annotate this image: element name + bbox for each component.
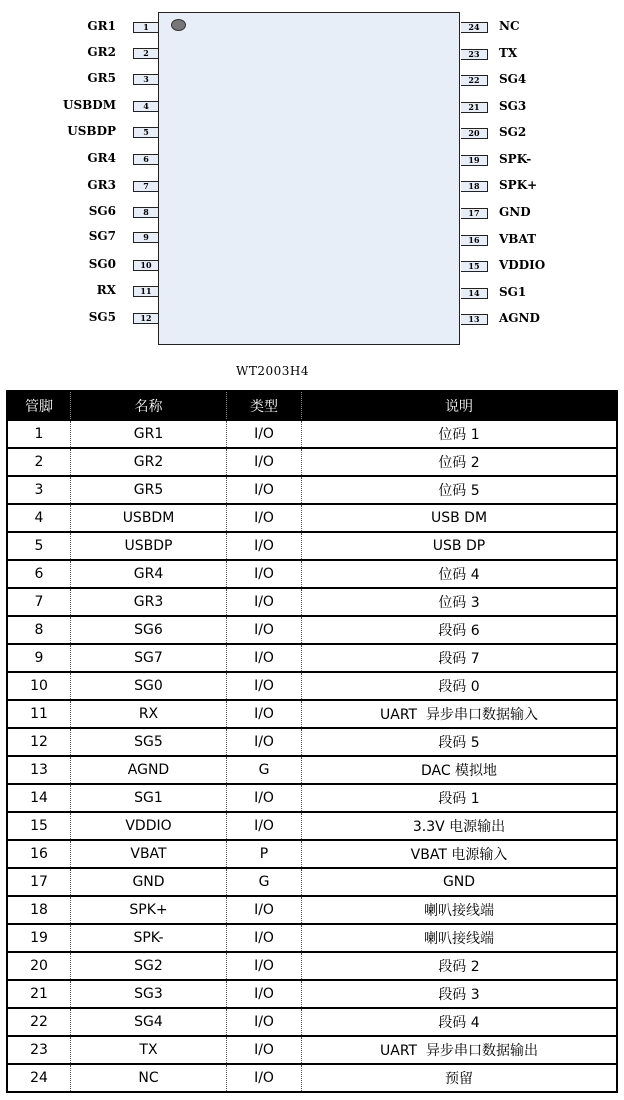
cell-type: G (227, 756, 302, 784)
pin-number-box: 22 (461, 75, 488, 86)
cell-name: NC (71, 1064, 227, 1092)
header-name: 名称 (71, 391, 227, 420)
cell-name: GR5 (71, 476, 227, 504)
cell-pin: 20 (7, 952, 71, 980)
cell-name: SPK+ (71, 896, 227, 924)
cell-name: SG6 (71, 616, 227, 644)
cell-name: GR3 (71, 588, 227, 616)
cell-type: I/O (227, 924, 302, 952)
table-row (7, 812, 617, 840)
cell-description: USB DP (302, 532, 618, 560)
cell-name: SG2 (71, 952, 227, 980)
cell-pin: 23 (7, 1036, 71, 1064)
cell-description: 段码 2 (302, 952, 618, 980)
cell-name: GR1 (71, 420, 227, 448)
table-row (7, 700, 617, 728)
cell-pin: 14 (7, 784, 71, 812)
cell-name: SG5 (71, 728, 227, 756)
cell-description: 位码 4 (302, 560, 618, 588)
pin-label: USBDM (63, 98, 116, 112)
cell-name: GR2 (71, 448, 227, 476)
pin-description-table (6, 390, 618, 1093)
table-row (7, 1008, 617, 1036)
cell-name: GND (71, 868, 227, 896)
cell-type: I/O (227, 616, 302, 644)
cell-pin: 16 (7, 840, 71, 868)
pin-number-box: 12 (133, 313, 158, 324)
pin-label: SPK+ (499, 178, 538, 192)
cell-name: USBDM (71, 504, 227, 532)
cell-type: I/O (227, 448, 302, 476)
pin-label: GR3 (87, 178, 116, 192)
cell-type: I/O (227, 644, 302, 672)
header-description: 说明 (302, 391, 618, 420)
pin-number-box: 24 (461, 22, 488, 33)
cell-description: 喇叭接线端 (302, 924, 618, 952)
pin-number-box: 9 (133, 232, 158, 243)
cell-pin: 12 (7, 728, 71, 756)
cell-pin: 3 (7, 476, 71, 504)
cell-description: 3.3V 电源输出 (302, 812, 618, 840)
cell-name: TX (71, 1036, 227, 1064)
pin-label: SG1 (499, 285, 527, 299)
table-row (7, 980, 617, 1008)
cell-type: I/O (227, 532, 302, 560)
table-row (7, 784, 617, 812)
pin-label: AGND (499, 311, 540, 325)
cell-type: I/O (227, 700, 302, 728)
cell-type: I/O (227, 420, 302, 448)
cell-pin: 7 (7, 588, 71, 616)
cell-name: SG3 (71, 980, 227, 1008)
pin-number-box: 2 (133, 48, 158, 59)
cell-pin: 1 (7, 420, 71, 448)
cell-type: I/O (227, 1064, 302, 1092)
cell-type: I/O (227, 1008, 302, 1036)
cell-description: 位码 1 (302, 420, 618, 448)
cell-pin: 22 (7, 1008, 71, 1036)
table-row (7, 756, 617, 784)
cell-description: 预留 (302, 1064, 618, 1092)
pin-label: VDDIO (499, 258, 546, 272)
cell-name: VBAT (71, 840, 227, 868)
table-row (7, 448, 617, 476)
pin-number-box: 23 (461, 49, 488, 60)
chip-body (158, 12, 460, 345)
table-row (7, 868, 617, 896)
cell-type: I/O (227, 560, 302, 588)
cell-type: I/O (227, 812, 302, 840)
table-row (7, 896, 617, 924)
pin-label: SG7 (88, 229, 116, 243)
cell-type: G (227, 868, 302, 896)
cell-pin: 9 (7, 644, 71, 672)
cell-pin: 24 (7, 1064, 71, 1092)
cell-type: I/O (227, 896, 302, 924)
table-row (7, 728, 617, 756)
pin-label: TX (499, 46, 518, 60)
chip-caption: WT2003H4 (236, 364, 309, 378)
cell-description: DAC 模拟地 (302, 756, 618, 784)
table-row (7, 560, 617, 588)
cell-pin: 8 (7, 616, 71, 644)
cell-type: I/O (227, 672, 302, 700)
cell-pin: 2 (7, 448, 71, 476)
cell-description: 位码 3 (302, 588, 618, 616)
pin-label: GR4 (87, 151, 116, 165)
pin-label: RX (96, 283, 116, 297)
cell-name: USBDP (71, 532, 227, 560)
cell-pin: 15 (7, 812, 71, 840)
cell-name: SG1 (71, 784, 227, 812)
pin-label: SG3 (499, 99, 527, 113)
pin-number-box: 8 (133, 207, 158, 218)
pin-number-box: 10 (133, 260, 158, 271)
cell-type: I/O (227, 728, 302, 756)
cell-pin: 5 (7, 532, 71, 560)
pin-number-box: 1 (133, 22, 158, 33)
table-row (7, 1064, 617, 1092)
table-row (7, 420, 617, 448)
cell-name: AGND (71, 756, 227, 784)
pin-number-box: 15 (461, 261, 488, 272)
pin-label: GND (499, 205, 531, 219)
pin-number-box: 3 (133, 74, 158, 85)
pin-number-box: 6 (133, 154, 158, 165)
cell-name: SPK- (71, 924, 227, 952)
cell-description: 段码 1 (302, 784, 618, 812)
table-row (7, 644, 617, 672)
cell-name: GR4 (71, 560, 227, 588)
pin-number-box: 16 (461, 235, 488, 246)
cell-type: P (227, 840, 302, 868)
cell-type: I/O (227, 980, 302, 1008)
pin-number-box: 4 (133, 101, 158, 112)
pin-label: NC (499, 19, 520, 33)
cell-pin: 21 (7, 980, 71, 1008)
pin-label: SG2 (499, 125, 527, 139)
pin-label: SG5 (88, 310, 116, 324)
table-header-row (7, 391, 617, 420)
pin-number-box: 5 (133, 127, 158, 138)
pin-number-box: 11 (133, 286, 158, 297)
cell-name: RX (71, 700, 227, 728)
table-row (7, 616, 617, 644)
cell-description: UART 异步串口数据输入 (302, 700, 618, 728)
table-row (7, 672, 617, 700)
cell-pin: 4 (7, 504, 71, 532)
pin-label: SG4 (499, 72, 527, 86)
pin-label: GR1 (87, 19, 116, 33)
cell-pin: 19 (7, 924, 71, 952)
table-row (7, 1036, 617, 1064)
cell-description: VBAT 电源输入 (302, 840, 618, 868)
cell-name: SG4 (71, 1008, 227, 1036)
cell-type: I/O (227, 476, 302, 504)
pin-label: SG0 (88, 257, 116, 271)
table-row (7, 588, 617, 616)
cell-description: 段码 5 (302, 728, 618, 756)
cell-description: 位码 5 (302, 476, 618, 504)
pin-label: SG6 (88, 204, 116, 218)
pin1-marker-dot (171, 19, 186, 31)
pin-number-box: 21 (461, 102, 488, 113)
cell-type: I/O (227, 784, 302, 812)
cell-type: I/O (227, 504, 302, 532)
table-row (7, 924, 617, 952)
cell-description: UART 异步串口数据输出 (302, 1036, 618, 1064)
pin-label: VBAT (499, 232, 537, 246)
pin-number-box: 17 (461, 208, 488, 219)
table-row (7, 504, 617, 532)
table-row (7, 840, 617, 868)
table-row (7, 532, 617, 560)
cell-description: 段码 6 (302, 616, 618, 644)
cell-description: 位码 2 (302, 448, 618, 476)
header-pin: 管脚 (7, 391, 71, 420)
pin-label: USBDP (67, 124, 116, 138)
cell-type: I/O (227, 1036, 302, 1064)
pin-number-box: 20 (461, 128, 488, 139)
cell-description: 段码 0 (302, 672, 618, 700)
pin-label: SPK- (499, 152, 532, 166)
pin-label: GR5 (87, 71, 116, 85)
pin-number-box: 7 (133, 181, 158, 192)
cell-description: GND (302, 868, 618, 896)
cell-pin: 11 (7, 700, 71, 728)
cell-pin: 13 (7, 756, 71, 784)
cell-name: SG7 (71, 644, 227, 672)
cell-pin: 17 (7, 868, 71, 896)
cell-description: 段码 7 (302, 644, 618, 672)
cell-type: I/O (227, 952, 302, 980)
cell-pin: 6 (7, 560, 71, 588)
pin-label: GR2 (87, 45, 116, 59)
pin-number-box: 19 (461, 155, 488, 166)
cell-pin: 10 (7, 672, 71, 700)
cell-description: 喇叭接线端 (302, 896, 618, 924)
cell-name: VDDIO (71, 812, 227, 840)
pin-number-box: 14 (461, 288, 488, 299)
cell-name: SG0 (71, 672, 227, 700)
pin-number-box: 18 (461, 181, 488, 192)
header-type: 类型 (227, 391, 302, 420)
cell-description: USB DM (302, 504, 618, 532)
cell-description: 段码 3 (302, 980, 618, 1008)
cell-description: 段码 4 (302, 1008, 618, 1036)
cell-pin: 18 (7, 896, 71, 924)
cell-type: I/O (227, 588, 302, 616)
pin-number-box: 13 (461, 314, 488, 325)
table-row (7, 952, 617, 980)
table-row (7, 476, 617, 504)
